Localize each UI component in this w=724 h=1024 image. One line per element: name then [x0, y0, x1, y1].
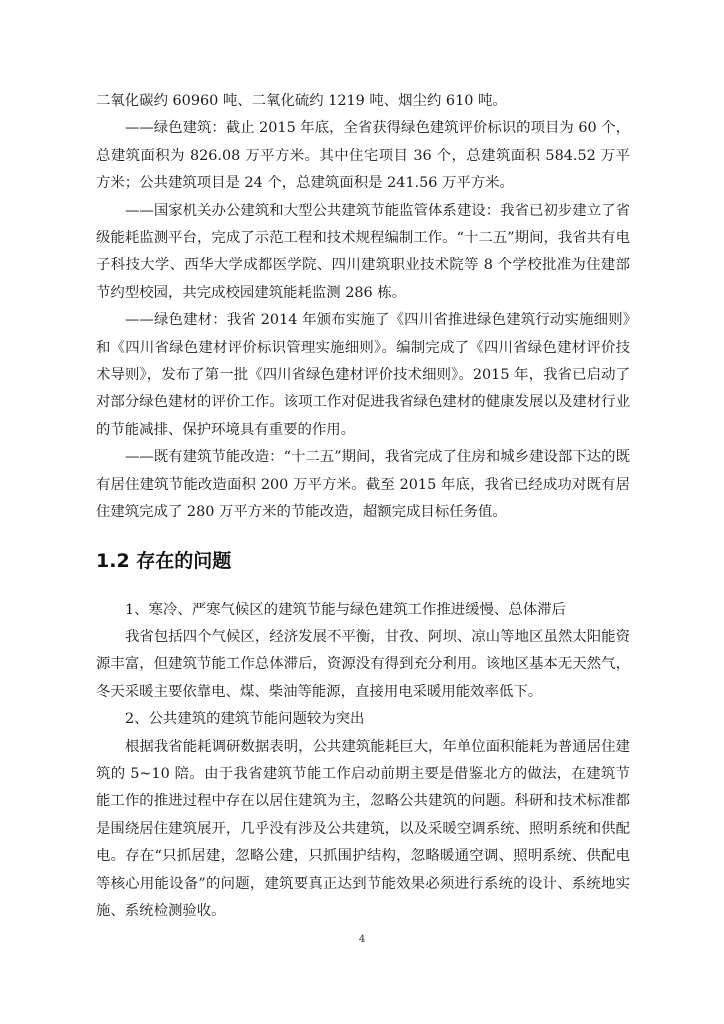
page-body: [96, 88, 630, 925]
paragraph-retrofit: ——既有建筑节能改造：“十二五”期间，我省完成了住房和城乡建设部下达的既有居住建筑节能改造面积 200 万平方米。截至 2015 年底，我省已经成功对既有居住建筑完成了 280 万平方米的节能改造，超额完成目标任务值。: [96, 449, 630, 521]
paragraph-public-building-monitoring: ——国家机关办公建筑和大型公共建筑节能监管体系建设：我省已初步建立了省级能耗监测平台，完成了示范工程和技术规程编制工作。“十二五”期间，我省共有电子科技大学、西华大学成都医学院、四川建筑职业技术院等 8 个学校批准为住建部节约型校园，共完成校园建筑能耗监测 286 栋。: [96, 202, 630, 301]
paragraph-green-materials: ——绿色建材：我省 2014 年颁布实施了《四川省推进绿色建筑行动实施细则》和《四川省绿色建材评价标识管理实施细则》。编制完成了《四川省绿色建材评价技术导则》，发布了第一批《四川省绿色建材评价技术细则》。2015 年，我省已启动了对部分绿色建材的评价工作。该项工作对促进我省绿色建材的健康发展以及建材行业的节能减排、保护环境具有重要的作用。: [96, 312, 630, 438]
page-number: 4: [358, 934, 366, 945]
paragraph-public-building: 根据我省能耗调研数据表明，公共建筑能耗巨大，年单位面积能耗为普通居住建筑的 5~10 陪。由于我省建筑节能工作启动前期主要是借鉴北方的做法，在建筑节能工作的推进过程中存在以居住建筑为主，忽略公共建筑的问题。科研和技术标准都是围绕居住建筑展开，几乎没有涉及公共建筑，以及采暖空调系统、照明系统和供配电。存在“只抓居建，忽略公建，只抓围护结构，忽略暖通空调、照明系统、供配电等核心用能设备”的问题，建筑要真正达到节能效果必须进行系统的设计、系统地实施、系统检测验收。: [96, 738, 630, 919]
paragraph-green-building: ——绿色建筑：截止 2015 年底，全省获得绿色建筑评价标识的项目为 60 个，总建筑面积为 826.08 万平方米。其中住宅项目 36 个，总建筑面积 584.52 万平方米；公共建筑项目是 24 个，总建筑面积是 241.56 万平方米。: [96, 120, 630, 192]
paragraph-cold-climate: 我省包括四个气候区，经济发展不平衡，甘孜、阿坝、凉山等地区虽然太阳能资源丰富，但建筑节能工作总体滞后，资源没有得到充分利用。该地区基本无天然气，冬天采暖主要依靠电、煤、柴油等能源，直接用电采暖用能效率低下。: [96, 628, 630, 700]
paragraph-emissions-tail: 二氧化碳约 60960 吨、二氧化硫约 1219 吨、烟尘约 610 吨。: [96, 93, 507, 109]
subheading-cold-climate: 1、寒冷、严寒气候区的建筑节能与绿色建筑工作推进缓慢、总体滞后: [125, 601, 566, 618]
subheading-public-building: 2、公共建筑的建筑节能问题较为突出: [125, 711, 365, 728]
section-heading: 1.2 存在的问题: [96, 549, 232, 572]
